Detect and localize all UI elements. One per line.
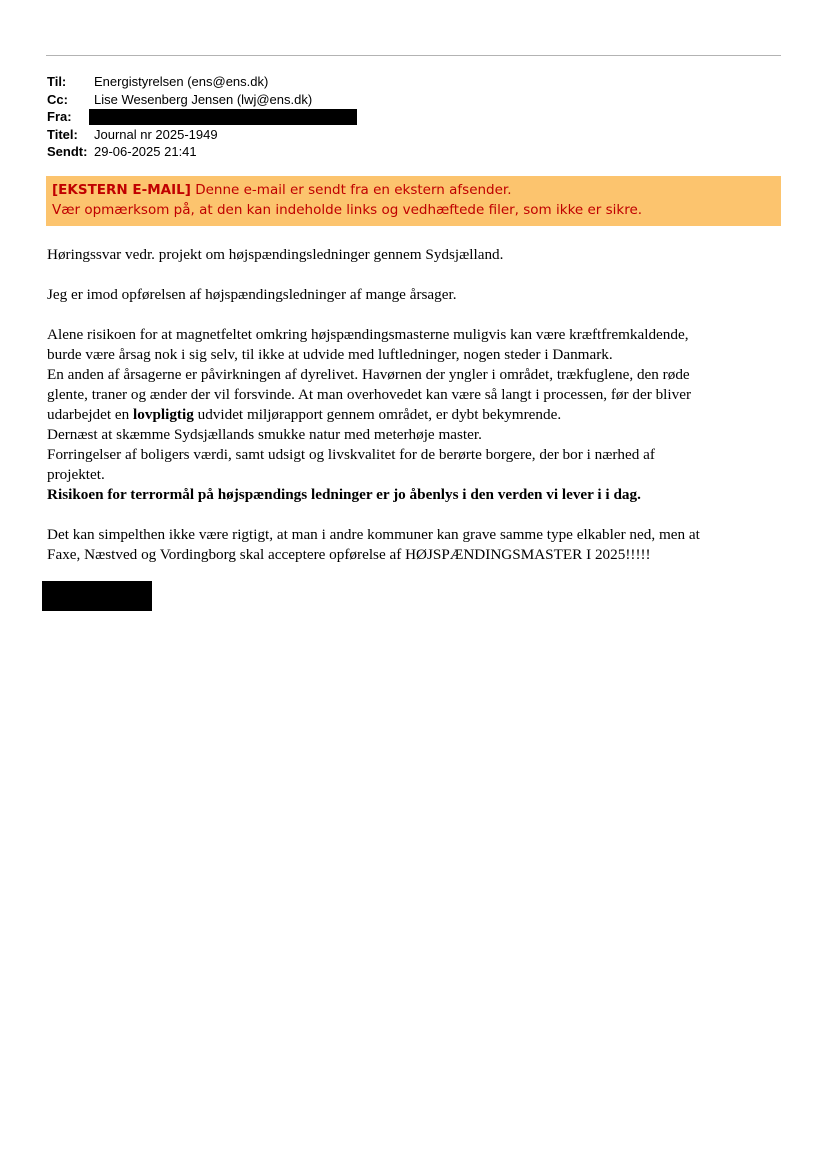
bold-word: lovpligtig: [133, 406, 194, 423]
sent-label: Sendt:: [47, 144, 88, 159]
banner-text-1: Denne e-mail er sendt fra en ekstern afsender.: [195, 182, 512, 198]
email-header: [47, 73, 312, 161]
email-body: [47, 245, 777, 565]
body-line: Det kan simpelthen ikke være rigtigt, at man i andre kommuner kan grave samme type elkabler ned, men at: [47, 526, 700, 543]
banner-line-1: [52, 180, 781, 200]
body-line: Faxe, Næstved og Vordingborg skal acceptere opførelse af HØJSPÆNDINGSMASTER I 2025!!!!!: [47, 546, 651, 563]
title-row: [47, 126, 312, 144]
body-paragraph-1: Høringssvar vedr. projekt om højspændingsledninger gennem Sydsjælland.: [47, 246, 504, 263]
from-row: [47, 108, 312, 126]
title-label: Titel:: [47, 126, 78, 142]
to-row: [47, 73, 312, 91]
cc-label: Cc:: [47, 91, 68, 107]
banner-tag: [EKSTERN E-MAIL]: [52, 182, 191, 198]
body-line: burde være årsag nok i sig selv, til ikke at udvide med luftledninger, nogen steder i Danmark.: [47, 346, 613, 363]
to-value: Energistyrelsen (ens@ens.dk): [94, 74, 269, 89]
body-line: glente, traner og ænder der vil forsvinde. At man overhovedet kan være så langt i processen, før der bliver: [47, 386, 691, 403]
sent-value: 29-06-2025 21:41: [94, 144, 197, 159]
body-line: Alene risikoen for at magnetfeltet omkring højspændingsmasterne muligvis kan være kræftfremkaldende,: [47, 326, 689, 343]
body-line: [47, 405, 777, 425]
body-text: udarbejdet en: [47, 406, 134, 423]
cc-value: Lise Wesenberg Jensen (lwj@ens.dk): [94, 91, 313, 107]
signature-redaction: [42, 581, 152, 611]
body-line: Dernæst at skæmme Sydsjællands smukke natur med meterhøje master.: [47, 426, 482, 443]
banner-line-2: Vær opmærksom på, at den kan indeholde links og vedhæftede filer, som ikke er sikre.: [52, 202, 643, 218]
body-line: En anden af årsagerne er påvirkningen af dyrelivet. Havørnen der yngler i området, trækfuglene, den røde: [47, 366, 690, 383]
from-label: Fra:: [47, 109, 72, 124]
cc-row: [47, 91, 312, 109]
external-email-banner: [46, 176, 781, 226]
body-paragraph-2: Jeg er imod opførelsen af højspændingsledninger af mange årsager.: [47, 286, 457, 303]
body-line: projektet.: [47, 466, 105, 483]
sent-row: [47, 143, 312, 161]
bold-statement: Risikoen for terrormål på højspændings ledninger er jo åbenlys i den verden vi lever i i dag.: [47, 486, 641, 503]
body-line: Forringelser af boligers værdi, samt udsigt og livskvalitet for de berørte borgere, der bor i nærhed af: [47, 446, 655, 463]
from-redaction: [89, 109, 357, 125]
top-divider: [46, 55, 781, 56]
to-label: Til:: [47, 74, 67, 89]
title-value: Journal nr 2025-1949: [94, 126, 218, 142]
body-text: udvidet miljørapport gennem området, er dybt bekymrende.: [193, 406, 562, 423]
